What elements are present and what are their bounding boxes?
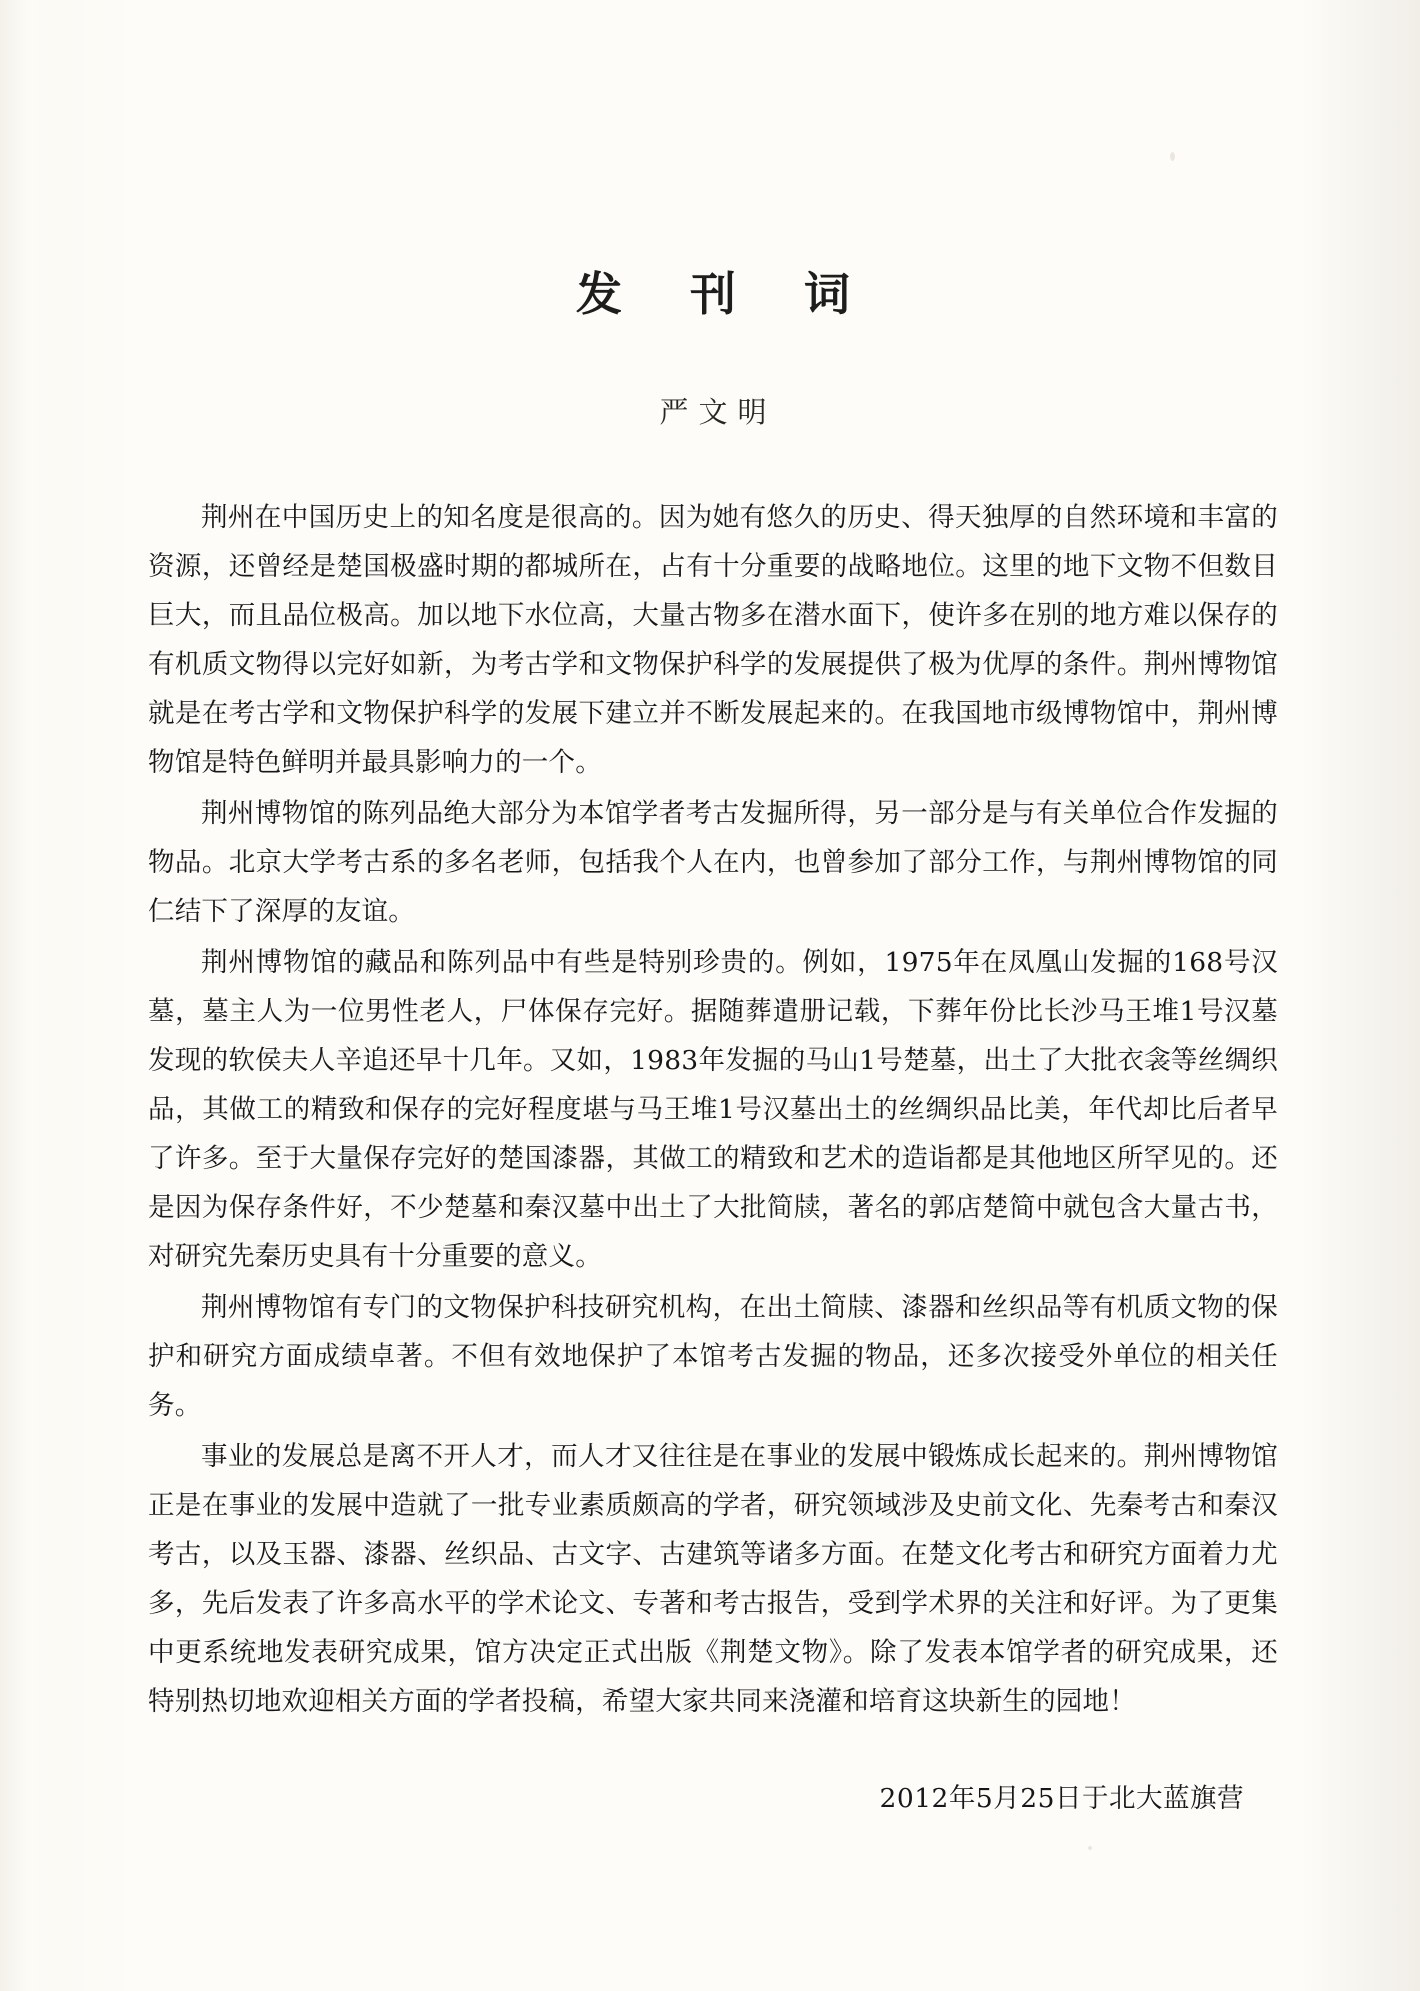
paragraph: 荆州博物馆的陈列品绝大部分为本馆学者考古发掘所得，另一部分是与有关单位合作发掘的物品。北京大学考古系的多名老师，包括我个人在内，也曾参加了部分工作，与荆州博物馆的同仁结下了深厚的友谊。 [148, 798, 1278, 927]
page-content [148, 0, 1278, 1991]
paragraph: 荆州博物馆有专门的文物保护科技研究机构，在出土简牍、漆器和丝织品等有机质文物的保护和研究方面成绩卓著。不但有效地保护了本馆考古发掘的物品，还多次接受外单位的相关任务。 [148, 1292, 1278, 1421]
paragraph: 荆州博物馆的藏品和陈列品中有些是特别珍贵的。例如，1975年在凤凰山发掘的168号汉墓，墓主人为一位男性老人，尸体保存完好。据随葬遣册记载，下葬年份比长沙马王堆1号汉墓发现的软侯夫人辛追还早十几年。又如，1983年发掘的马山1号楚墓，出土了大批衣衾等丝绸织品，其做工的精致和保存的完好程度堪与马王堆1号汉墓出土的丝绸织品比美，年代却比后者早了许多。至于大量保存完好的楚国漆器，其做工的精致和艺术的造诣都是其他地区所罕见的。还是因为保存条件好，不少楚墓和秦汉墓中出土了大批简牍，著名的郭店楚简中就包含大量古书，对研究先秦历史具有十分重要的意义。 [148, 947, 1278, 1272]
paragraph: 荆州在中国历史上的知名度是很高的。因为她有悠久的历史、得天独厚的自然环境和丰富的资源，还曾经是楚国极盛时期的都城所在，占有十分重要的战略地位。这里的地下文物不但数目巨大，而且品位极高。加以地下水位高，大量古物多在潜水面下，使许多在别的地方难以保存的有机质文物得以完好如新，为考古学和文物保护科学的发展提供了极为优厚的条件。荆州博物馆就是在考古学和文物保护科学的发展下建立并不断发展起来的。在我国地市级博物馆中，荆州博物馆是特色鲜明并最具影响力的一个。 [148, 502, 1278, 778]
page-title: 发 刊 词 [575, 267, 877, 321]
author-name: 严文明 [659, 395, 777, 429]
article-body [148, 431, 1278, 1726]
date-signature: 2012年5月25日于北大蓝旗营 [879, 1783, 1244, 1814]
paragraph: 事业的发展总是离不开人才，而人才又往往是在事业的发展中锻炼成长起来的。荆州博物馆正是在事业的发展中造就了一批专业素质颇高的学者，研究领域涉及史前文化、先秦考古和秦汉考古，以及玉器、漆器、丝织品、古文字、古建筑等诸多方面。在楚文化考古和研究方面着力尤多，先后发表了许多高水平的学术论文、专著和考古报告，受到学术界的关注和好评。为了更集中更系统地发表研究成果，馆方决定正式出版《荆楚文物》。除了发表本馆学者的研究成果，还特别热切地欢迎相关方面的学者投稿，希望大家共同来浇灌和培育这块新生的园地！ [148, 1441, 1278, 1717]
